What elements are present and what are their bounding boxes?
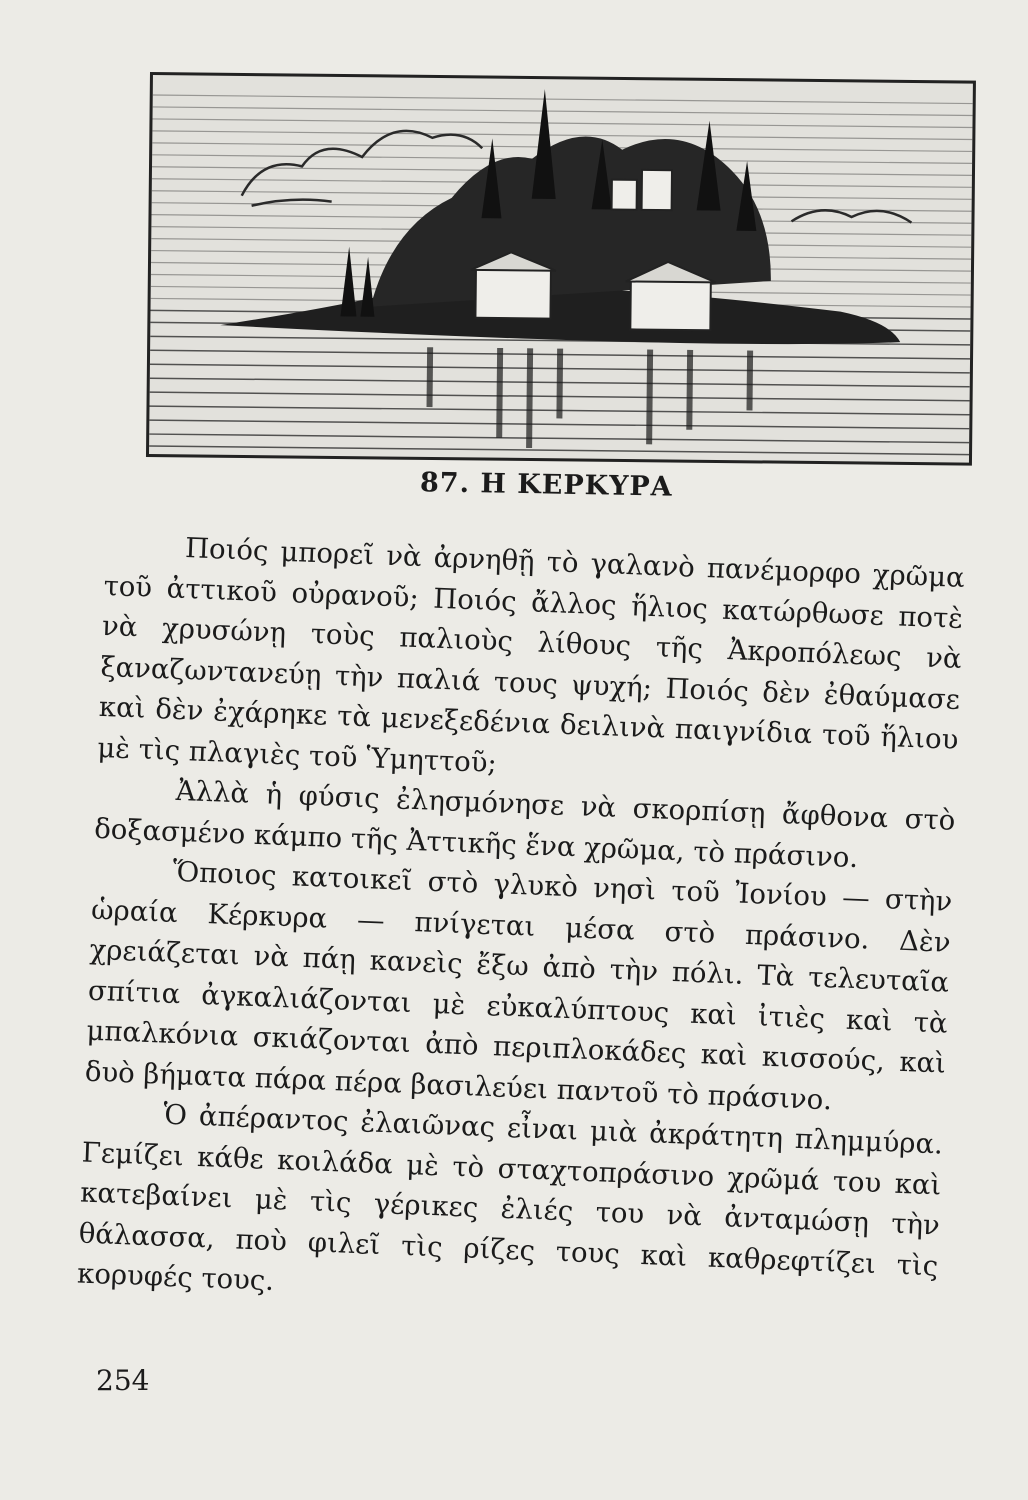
chapter-body bbox=[76, 525, 965, 1327]
paragraph: Ὅποιος κατοικεῖ στὸ γλυκὸ νησὶ τοῦ Ἰονίου — στὴν ὡραία Κέρκυρα — πνίγεται μέσα στὸ πράσινο. Δὲν χρειάζεται νὰ πάῃ κανεὶς ἔξω ἀπὸ τὴν πόλι. Τὰ τελευταῖα σπίτια ἀγκαλιάζονται μὲ εὐκαλύπτους καὶ ἰτιὲς καὶ τὰ μπαλκόνια σκιάζονται ἀπὸ περιπλοκάδες καὶ κισσούς, καὶ δυὸ βήματα πάρα πέρα βασιλεύει παντοῦ τὸ πράσινο. bbox=[84, 855, 953, 1116]
chapter-heading bbox=[420, 467, 740, 504]
paragraph: Ὁ ἀπέραντος ἐλαιῶνας εἶναι μιὰ ἀκράτητη πλημμύρα. Γεμίζει κάθε κοιλάδα μὲ τὸ σταχτοπράσινο χρῶμά του καὶ κατεβαίνει μὲ τὶς γέρικες ἐλιές του νὰ ἀνταμώσῃ τὴν θάλασσα, ποὺ φιλεῖ τὶς ρίζες τους καὶ καθρεφτίζει τὶς κορυφές τους. bbox=[76, 1098, 944, 1297]
island-illustration bbox=[146, 72, 976, 466]
paragraph: Ποιός μπορεῖ νὰ ἀρνηθῇ τὸ γαλανὸ πανέμορφο χρῶμα τοῦ ἀττικοῦ οὐρανοῦ; Ποιός ἄλλος ἥλιος κατώρθωσε ποτὲ νὰ χρυσώνῃ τοὺς παλιοὺς λίθους τῆς Ἀκροπόλεως νὰ ξαναζωντανεύῃ τὴν παλιά τους ψυχή; Ποιός δὲν ἐθαύμασε καὶ δὲν ἐχάρηκε τὰ μενεξεδένια δειλινὰ παιγνίδια τοῦ ἥλιου μὲ τὶς πλαγιὲς τοῦ Ὑμηττοῦ; bbox=[96, 532, 966, 779]
island-with-cypress-trees-and-houses-icon bbox=[149, 75, 973, 463]
chapter-number: 87. bbox=[419, 467, 471, 500]
paragraph: Ἀλλὰ ἡ φύσις ἐλησμόνησε νὰ σκορπίσῃ ἄφθονα στὸ δοξασμένο κάμπο τῆς Ἀττικῆς ἕνα χρῶμα, τὸ πράσινο. bbox=[93, 774, 956, 874]
page-number: 254 bbox=[96, 1364, 150, 1397]
chapter-title: Η ΚΕΡΚΥΡΑ bbox=[480, 468, 673, 503]
